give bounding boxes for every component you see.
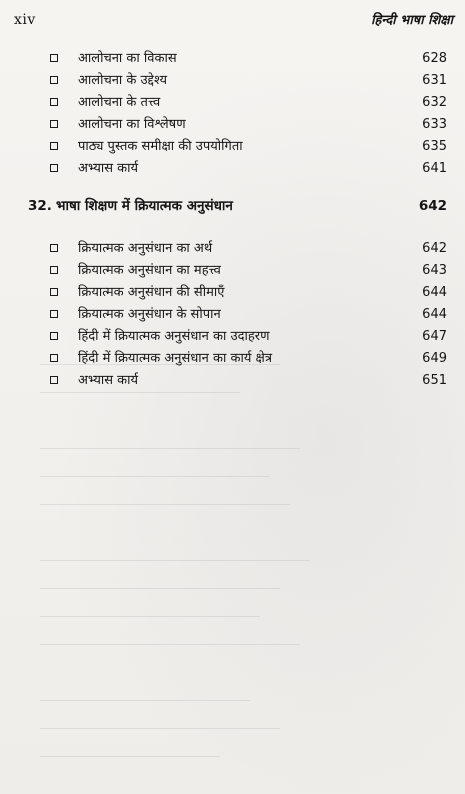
toc-entry[interactable] xyxy=(0,326,465,348)
checkbox-bullet-icon xyxy=(50,120,58,128)
toc-entry-page: 642 xyxy=(422,241,447,256)
toc-entry-label: क्रियात्मक अनुसंधान का अर्थ xyxy=(78,241,213,256)
toc-entry[interactable] xyxy=(0,238,465,260)
toc-entry-label: आलोचना के उद्देश्य xyxy=(78,73,168,88)
checkbox-bullet-icon xyxy=(50,266,58,274)
show-through-line xyxy=(40,756,220,757)
toc-entry-label: क्रियात्मक अनुसंधान का महत्त्व xyxy=(78,263,221,278)
toc-entry-label: अभ्यास कार्य xyxy=(78,373,139,388)
toc-entry[interactable] xyxy=(0,370,465,392)
toc-entry-label: आलोचना के तत्त्व xyxy=(78,95,161,110)
checkbox-bullet-icon xyxy=(50,98,58,106)
toc-entry[interactable] xyxy=(0,92,465,114)
chapter-page: 642 xyxy=(418,198,447,214)
show-through-line xyxy=(40,588,280,589)
toc-entry-label: पाठ्य पुस्तक समीक्षा की उपयोगिता xyxy=(78,139,243,154)
toc-entry[interactable] xyxy=(0,348,465,370)
toc-entry[interactable] xyxy=(0,48,465,70)
toc-entry-label: आलोचना का विश्लेषण xyxy=(78,117,186,132)
checkbox-bullet-icon xyxy=(50,332,58,340)
toc-entry-label: क्रियात्मक अनुसंधान की सीमाएँ xyxy=(78,285,225,300)
checkbox-bullet-icon xyxy=(50,354,58,362)
toc-entry-label: हिंदी में क्रियात्मक अनुसंधान का उदाहरण xyxy=(78,329,270,344)
running-header-title: हिन्दी भाषा शिक्षा xyxy=(371,13,453,28)
checkbox-bullet-icon xyxy=(50,288,58,296)
show-through-line xyxy=(40,448,300,449)
checkbox-bullet-icon xyxy=(50,54,58,62)
checkbox-bullet-icon xyxy=(50,376,58,384)
toc-entry[interactable] xyxy=(0,114,465,136)
toc-entry[interactable] xyxy=(0,260,465,282)
toc-entry[interactable] xyxy=(0,158,465,180)
toc-entry-page: 628 xyxy=(422,51,447,66)
toc-entry-page: 641 xyxy=(422,161,447,176)
show-through-line xyxy=(40,644,300,645)
checkbox-bullet-icon xyxy=(50,142,58,150)
toc-entry-label: क्रियात्मक अनुसंधान के सोपान xyxy=(78,307,221,322)
checkbox-bullet-icon xyxy=(50,164,58,172)
show-through-line xyxy=(40,728,280,729)
show-through-line xyxy=(40,616,260,617)
show-through-line xyxy=(40,476,270,477)
toc-entry-page: 644 xyxy=(422,307,447,322)
show-through-line xyxy=(40,392,240,393)
toc-entry-page: 635 xyxy=(422,139,447,154)
toc-entry-label: अभ्यास कार्य xyxy=(78,161,139,176)
toc-entry-page: 649 xyxy=(422,351,447,366)
toc-entry-label: हिंदी में क्रियात्मक अनुसंधान का कार्य क्षेत्र xyxy=(78,351,273,366)
toc-entry-page: 643 xyxy=(422,263,447,278)
toc-entry-page: 633 xyxy=(422,117,447,132)
toc-entry[interactable] xyxy=(0,136,465,158)
show-through-line xyxy=(40,504,290,505)
checkbox-bullet-icon xyxy=(50,244,58,252)
toc-entry[interactable] xyxy=(0,70,465,92)
toc-entry-page: 647 xyxy=(422,329,447,344)
toc-entry[interactable] xyxy=(0,304,465,326)
chapter-title: भाषा शिक्षण में क्रियात्मक अनुसंधान xyxy=(56,198,233,214)
toc-entry-page: 632 xyxy=(422,95,447,110)
page-number: xiv xyxy=(14,12,36,28)
toc-entry-page: 651 xyxy=(422,373,447,388)
toc-entry[interactable] xyxy=(0,282,465,304)
toc-entry-page: 644 xyxy=(422,285,447,300)
toc-entry-page: 631 xyxy=(422,73,447,88)
checkbox-bullet-icon xyxy=(50,76,58,84)
checkbox-bullet-icon xyxy=(50,310,58,318)
show-through-line xyxy=(40,700,250,701)
chapter-number: 32. xyxy=(28,198,52,214)
show-through-line xyxy=(40,560,310,561)
chapter-heading[interactable] xyxy=(0,194,465,218)
toc-entry-label: आलोचना का विकास xyxy=(78,51,177,66)
